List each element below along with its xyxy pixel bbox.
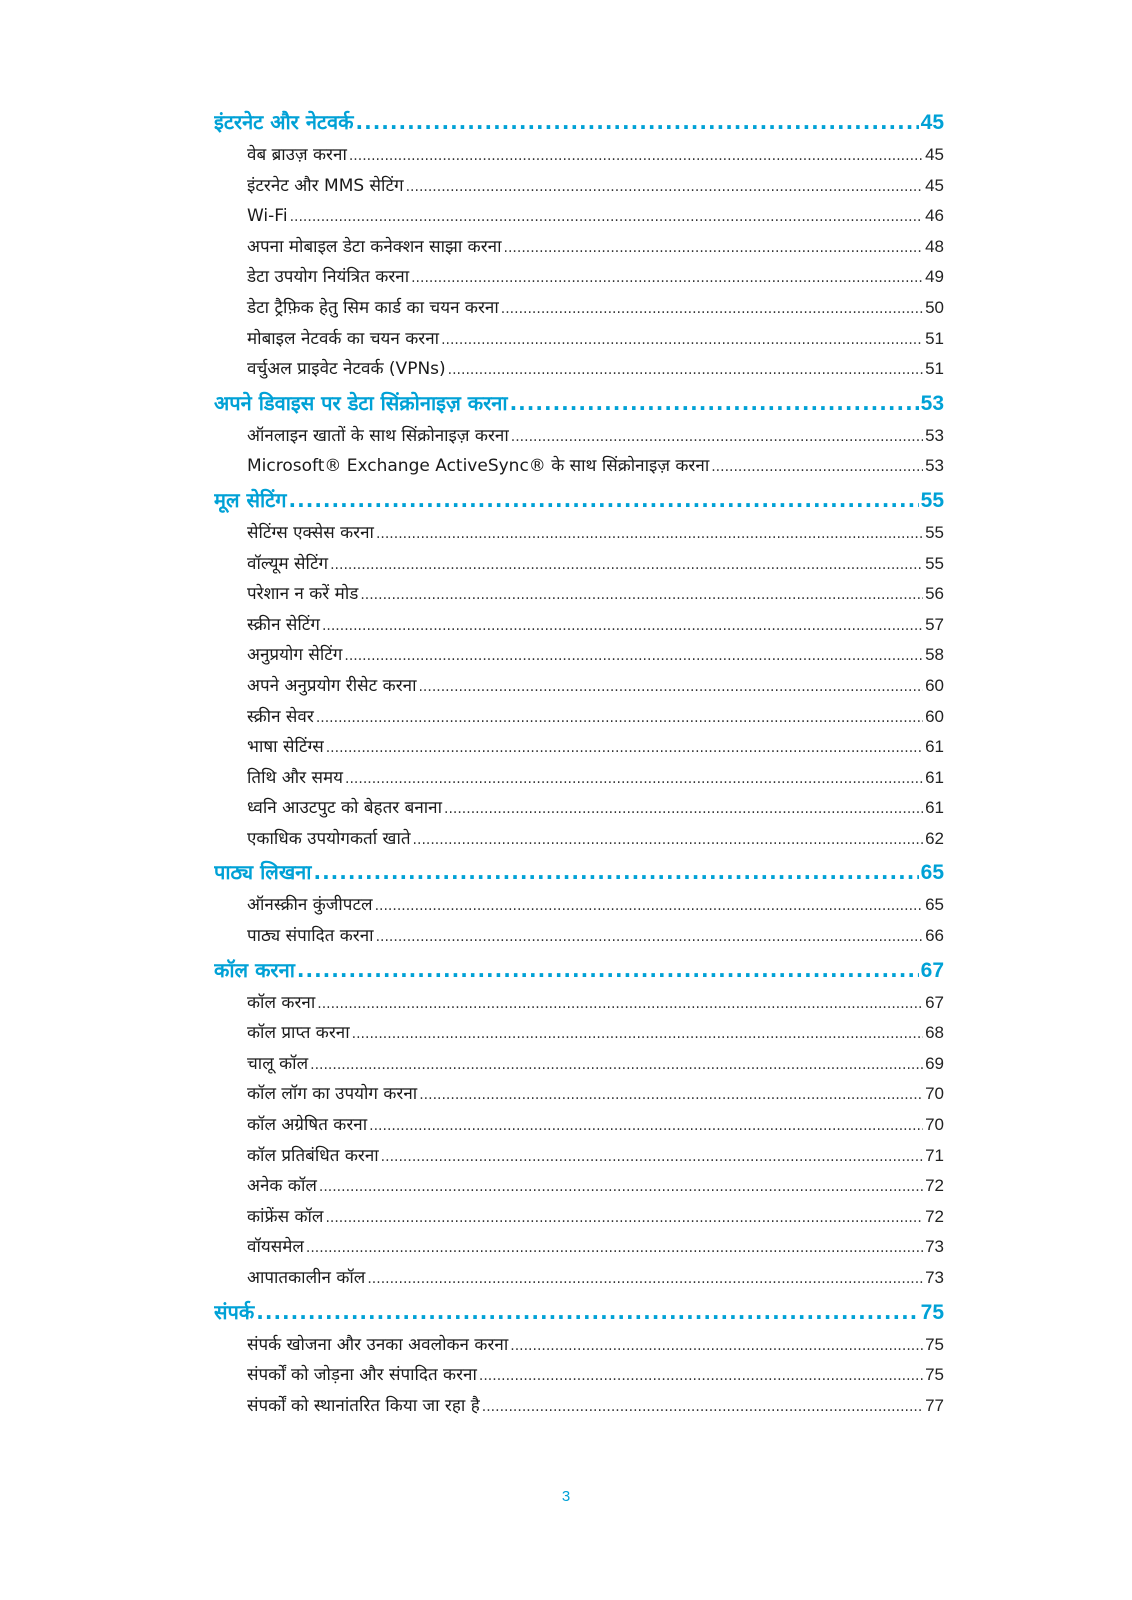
toc-entry-page: 70: [925, 1084, 944, 1104]
toc-entry[interactable]: [214, 354, 944, 385]
toc-entry-page: 75: [925, 1334, 944, 1354]
toc-entry[interactable]: [214, 1110, 944, 1141]
toc-entry-page: 73: [925, 1237, 944, 1257]
toc-section-page: 53: [920, 391, 944, 415]
dot-leader: [360, 580, 923, 610]
toc-entry-title: कॉल प्राप्त करना: [247, 1023, 350, 1044]
toc-entry-title: डेटा ट्रैफ़िक हेतु सिम कार्ड का चयन करना: [247, 297, 499, 318]
dot-leader: [501, 294, 923, 324]
toc-section: [214, 854, 944, 951]
dot-leader: [413, 825, 924, 855]
toc-entry-title: Microsoft® Exchange ActiveSync® के साथ सिंक्रोनाइज़ करना: [247, 456, 710, 477]
toc-entry-page: 73: [925, 1268, 944, 1287]
toc-entry[interactable]: [214, 140, 944, 171]
dot-leader: [345, 764, 923, 794]
dot-leader: [510, 1331, 923, 1361]
toc-entry-page: 61: [925, 737, 944, 757]
toc-entry-title: स्क्रीन सेवर: [247, 706, 314, 727]
toc-entry-page: 61: [925, 767, 944, 787]
toc-entry-title: अनेक कॉल: [247, 1176, 317, 1197]
toc-entry-title: वॉयसमेल: [247, 1237, 304, 1258]
toc-entry-title: ध्वनि आउटपुट को बेहतर बनाना: [247, 798, 442, 819]
toc-entry[interactable]: [214, 1141, 944, 1172]
dot-leader: [444, 794, 923, 824]
dot-leader: [352, 1019, 923, 1049]
toc-entry-title: Wi-Fi: [247, 206, 288, 227]
toc-entry[interactable]: [214, 640, 944, 671]
page-number: 3: [561, 1488, 571, 1505]
toc-entry-page: 56: [925, 584, 944, 604]
toc-section-heading[interactable]: [214, 104, 944, 140]
toc-entry-page: 46: [925, 206, 944, 226]
dot-leader: [356, 104, 919, 140]
toc-entry[interactable]: [214, 1049, 944, 1080]
toc-entry-title: एकाधिक उपयोगकर्ता खाते: [247, 828, 411, 849]
toc-entry[interactable]: [214, 421, 944, 452]
dot-leader: [256, 1294, 918, 1330]
toc-entry-title: मोबाइल नेटवर्क का चयन करना: [247, 328, 440, 349]
toc-entry[interactable]: [214, 1360, 944, 1391]
toc-entry-page: 55: [925, 553, 944, 573]
toc-entry[interactable]: [214, 763, 944, 794]
toc-section-heading[interactable]: [214, 385, 944, 421]
toc-entry-title: कांफ्रेंस कॉल: [247, 1206, 324, 1227]
toc-entry-title: अपने अनुप्रयोग रीसेट करना: [247, 675, 417, 696]
toc-entry-title: स्क्रीन सेटिंग: [247, 614, 320, 635]
toc-entry-title: संपर्क खोजना और उनका अवलोकन करना: [247, 1334, 509, 1355]
toc-entry-title: कॉल करना: [247, 992, 316, 1013]
toc-entry[interactable]: [214, 1330, 944, 1361]
toc-entry-page: 69: [925, 1053, 944, 1073]
toc-entry[interactable]: [214, 579, 944, 610]
dot-leader: [504, 233, 924, 263]
toc-entry[interactable]: [214, 549, 944, 580]
toc-entry[interactable]: [214, 1079, 944, 1110]
toc-entry-page: 62: [925, 828, 944, 848]
toc-entry-title: अनुप्रयोग सेटिंग: [247, 645, 343, 666]
toc-section-heading[interactable]: [214, 854, 944, 890]
toc-entry-page: 49: [925, 267, 944, 287]
dot-leader: [482, 1392, 923, 1422]
toc-section-page: 65: [920, 861, 944, 885]
toc-section: [214, 482, 944, 855]
dot-leader: [376, 922, 924, 952]
dot-leader: [322, 611, 923, 641]
dot-leader: [330, 550, 923, 580]
toc-entry-page: 45: [925, 145, 944, 164]
toc-entry-title: इंटरनेट और MMS सेटिंग: [247, 175, 404, 196]
toc-section-heading[interactable]: [214, 952, 944, 988]
toc-section: [214, 104, 944, 385]
toc-section-title: अपने डिवाइस पर डेटा सिंक्रोनाइज़ करना: [214, 390, 508, 415]
toc-entry[interactable]: [214, 171, 944, 202]
toc-entry-page: 48: [925, 236, 944, 256]
table-of-contents: [214, 104, 944, 1421]
toc-entry-page: 68: [925, 1023, 944, 1043]
toc-entry-page: 51: [925, 328, 944, 348]
toc-entry[interactable]: [214, 793, 944, 824]
toc-entry[interactable]: [214, 1018, 944, 1049]
toc-entry[interactable]: [214, 293, 944, 324]
toc-section-page: 75: [920, 1300, 944, 1324]
dot-leader: [367, 1264, 923, 1294]
toc-entry-title: कॉल प्रतिबंधित करना: [247, 1145, 379, 1166]
toc-section-title: इंटरनेट और नेटवर्क: [214, 110, 354, 134]
toc-entry[interactable]: [214, 890, 944, 921]
toc-section-page: 67: [920, 958, 944, 982]
toc-entry-title: डेटा उपयोग नियंत्रित करना: [247, 267, 410, 288]
dot-leader: [325, 1203, 923, 1233]
toc-entry[interactable]: [214, 824, 944, 855]
toc-entry-title: कॉल अग्रेषित करना: [247, 1115, 368, 1136]
dot-leader: [316, 703, 923, 733]
toc-entry[interactable]: [214, 232, 944, 263]
toc-entry-title: सेटिंग्स एक्सेस करना: [247, 522, 374, 543]
dot-leader: [349, 141, 923, 171]
dot-leader: [317, 989, 923, 1019]
toc-entry-title: चालू कॉल: [247, 1053, 309, 1074]
dot-leader: [369, 1111, 923, 1141]
toc-section: [214, 952, 944, 1294]
toc-entry-page: 72: [925, 1176, 944, 1196]
toc-entry[interactable]: [214, 1391, 944, 1422]
toc-entry-title: ऑनलाइन खातों के साथ सिंक्रोनाइज़ करना: [247, 425, 509, 446]
dot-leader: [381, 1142, 923, 1172]
toc-entry-title: ऑनस्क्रीन कुंजीपटल: [247, 895, 373, 916]
dot-leader: [313, 854, 918, 890]
dot-leader: [448, 355, 923, 385]
dot-leader: [319, 1172, 923, 1202]
dot-leader: [511, 422, 923, 452]
dot-leader: [310, 1050, 923, 1080]
toc-entry-title: वॉल्यूम सेटिंग: [247, 553, 329, 574]
toc-entry-title: भाषा सेटिंग्स: [247, 737, 324, 758]
toc-entry-title: पाठ्य संपादित करना: [247, 926, 374, 947]
toc-entry[interactable]: [214, 1232, 944, 1263]
toc-entry[interactable]: [214, 671, 944, 702]
toc-entry[interactable]: [214, 201, 944, 232]
dot-leader: [510, 385, 919, 421]
toc-entry-page: 71: [925, 1145, 944, 1165]
toc-section-title: पाठ्य लिखना: [214, 860, 312, 885]
toc-section-title: कॉल करना: [214, 957, 295, 982]
dot-leader: [441, 325, 923, 355]
toc-entry-page: 72: [925, 1206, 944, 1226]
dot-leader: [326, 733, 923, 763]
toc-entry-title: संपर्कों को स्थानांतरित किया जा रहा है: [247, 1395, 480, 1416]
toc-entry[interactable]: [214, 610, 944, 641]
toc-entry-title: वेब ब्राउज़ करना: [247, 145, 347, 165]
dot-leader: [419, 1080, 923, 1110]
toc-entry-page: 77: [925, 1395, 944, 1415]
dot-leader: [406, 172, 923, 202]
toc-entry-page: 45: [925, 175, 944, 195]
toc-entry-page: 67: [925, 992, 944, 1012]
toc-entry-page: 58: [925, 645, 944, 665]
toc-entry-page: 53: [925, 425, 944, 445]
toc-section-page: 55: [920, 488, 944, 512]
toc-entry-title: अपना मोबाइल डेटा कनेक्शन साझा करना: [247, 236, 502, 257]
toc-section-title: मूल सेटिंग: [214, 487, 287, 512]
toc-section-page: 45: [920, 111, 944, 134]
toc-section-title: संपर्क: [214, 1299, 255, 1324]
toc-entry-page: 50: [925, 297, 944, 317]
toc-entry-page: 75: [925, 1365, 944, 1385]
toc-entry-title: आपातकालीन कॉल: [247, 1268, 366, 1288]
dot-leader: [411, 263, 923, 293]
toc-section-heading[interactable]: [214, 482, 944, 518]
dot-leader: [297, 952, 919, 988]
toc-entry[interactable]: [214, 518, 944, 549]
dot-leader: [376, 519, 923, 549]
toc-entry-title: वर्चुअल प्राइवेट नेटवर्क (VPNs): [247, 359, 446, 380]
toc-entry[interactable]: [214, 1263, 944, 1294]
toc-entry-page: 60: [925, 675, 944, 695]
dot-leader: [289, 482, 919, 518]
dot-leader: [344, 641, 923, 671]
toc-entry-page: 66: [925, 926, 944, 946]
toc-entry[interactable]: [214, 1171, 944, 1202]
toc-entry-page: 55: [925, 522, 944, 542]
toc-entry-page: 57: [925, 614, 944, 634]
toc-entry-title: परेशान न करें मोड: [247, 584, 359, 605]
toc-entry-title: तिथि और समय: [247, 767, 344, 788]
toc-entry-page: 60: [925, 706, 944, 726]
dot-leader: [306, 1233, 923, 1263]
dot-leader: [479, 1361, 923, 1391]
dot-leader: [418, 672, 923, 702]
toc-entry-page: 65: [925, 895, 944, 915]
toc-entry[interactable]: [214, 262, 944, 293]
toc-entry-page: 70: [925, 1115, 944, 1135]
toc-entry[interactable]: [214, 1202, 944, 1233]
toc-entry[interactable]: [214, 921, 944, 952]
toc-entry-title: कॉल लॉग का उपयोग करना: [247, 1084, 418, 1105]
toc-entry-page: 53: [925, 456, 944, 476]
toc-section-heading[interactable]: [214, 1294, 944, 1330]
toc-section: [214, 1294, 944, 1422]
dot-leader: [711, 452, 923, 482]
toc-entry[interactable]: [214, 451, 944, 482]
toc-section: [214, 385, 944, 482]
toc-entry-title: संपर्कों को जोड़ना और संपादित करना: [247, 1365, 477, 1386]
toc-entry[interactable]: [214, 702, 944, 733]
toc-entry[interactable]: [214, 988, 944, 1019]
toc-entry-page: 61: [925, 798, 944, 818]
toc-entry[interactable]: [214, 732, 944, 763]
toc-entry-page: 51: [925, 359, 944, 379]
dot-leader: [375, 891, 924, 921]
toc-entry[interactable]: [214, 324, 944, 355]
dot-leader: [290, 202, 924, 232]
